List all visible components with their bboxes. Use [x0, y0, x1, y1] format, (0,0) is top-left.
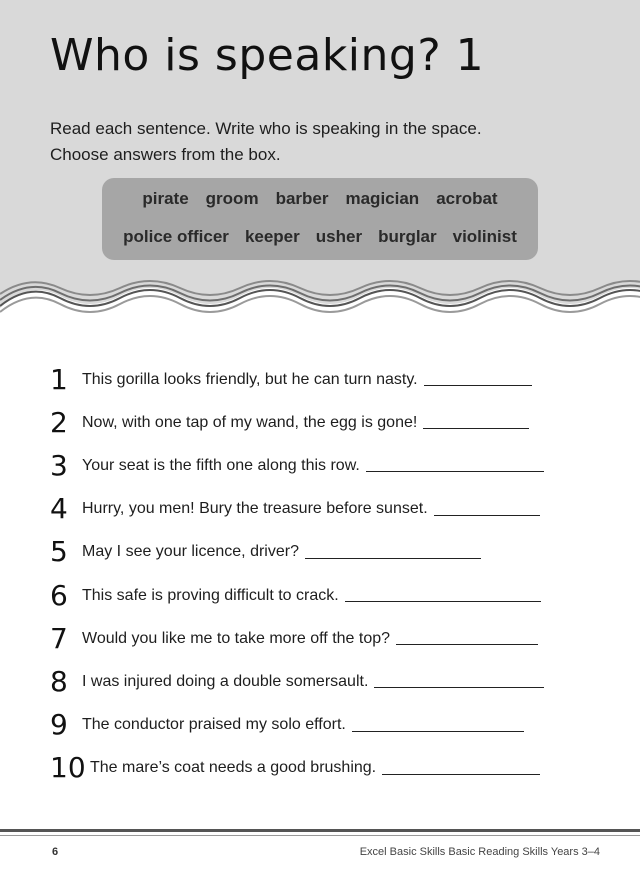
question-number: 3 [50, 448, 68, 482]
question-number: 8 [50, 664, 68, 698]
answer-blank[interactable] [345, 589, 541, 602]
instruction-line-1: Read each sentence. Write who is speaking in the space. [50, 119, 482, 138]
question-number: 1 [50, 362, 68, 396]
answer-blank[interactable] [352, 719, 524, 732]
question-item [50, 444, 610, 487]
question-text: Now, with one tap of my wand, the egg is gone! [82, 413, 418, 431]
question-item [50, 401, 610, 444]
question-item [50, 574, 610, 617]
footer-rule [0, 829, 640, 832]
instruction-line-2: Choose answers from the box. [50, 145, 281, 164]
word-item: police officer [123, 227, 229, 246]
answer-blank[interactable] [423, 416, 529, 429]
question-text: This gorilla looks friendly, but he can turn nasty. [82, 370, 418, 388]
word-item: keeper [244, 227, 300, 246]
answer-blank[interactable] [424, 373, 532, 386]
question-number: 2 [50, 405, 68, 439]
word-item: magician [345, 189, 420, 208]
answer-blank[interactable] [434, 503, 540, 516]
word-item: groom [205, 189, 259, 208]
footer-rule-thin [0, 835, 640, 836]
question-number: 7 [50, 621, 68, 655]
question-item [50, 617, 610, 660]
word-item: pirate [142, 189, 189, 208]
question-item [50, 531, 610, 574]
question-number: 6 [50, 578, 68, 612]
answer-blank[interactable] [396, 632, 538, 645]
question-item [50, 358, 610, 401]
answer-word-box [102, 178, 538, 260]
word-item: burglar [378, 227, 437, 246]
question-item [50, 704, 610, 747]
word-item: acrobat [436, 189, 498, 208]
question-item [50, 488, 610, 531]
question-number: 9 [50, 708, 68, 742]
question-text: Your seat is the fifth one along this row. [82, 456, 360, 474]
question-text: The conductor praised my solo effort. [82, 716, 346, 734]
book-title: Excel Basic Skills Basic Reading Skills Years 3–4 [359, 846, 600, 858]
wave-border [0, 268, 640, 330]
word-row-2 [102, 227, 538, 247]
answer-blank[interactable] [382, 762, 540, 775]
question-text: Hurry, you men! Bury the treasure before sunset. [82, 500, 428, 518]
question-item [50, 747, 610, 790]
word-item: violinist [452, 227, 517, 246]
page-title: Who is speaking? 1 [50, 30, 485, 81]
question-text: This safe is proving difficult to crack. [82, 586, 339, 604]
page-number: 6 [52, 846, 59, 858]
question-item [50, 660, 610, 703]
question-list [50, 358, 610, 790]
answer-blank[interactable] [366, 459, 544, 472]
word-item: usher [315, 227, 363, 246]
word-item: barber [275, 189, 329, 208]
question-text: I was injured doing a double somersault. [82, 672, 369, 690]
question-text: The mare’s coat needs a good brushing. [90, 759, 377, 777]
question-text: Would you like me to take more off the top? [82, 629, 391, 647]
answer-blank[interactable] [305, 546, 481, 559]
answer-blank[interactable] [374, 675, 544, 688]
question-number: 10 [50, 751, 86, 785]
instructions [50, 116, 610, 168]
question-text: May I see your licence, driver? [82, 543, 299, 561]
question-number: 4 [50, 492, 68, 526]
question-number: 5 [50, 535, 68, 569]
word-row-1 [102, 189, 538, 209]
